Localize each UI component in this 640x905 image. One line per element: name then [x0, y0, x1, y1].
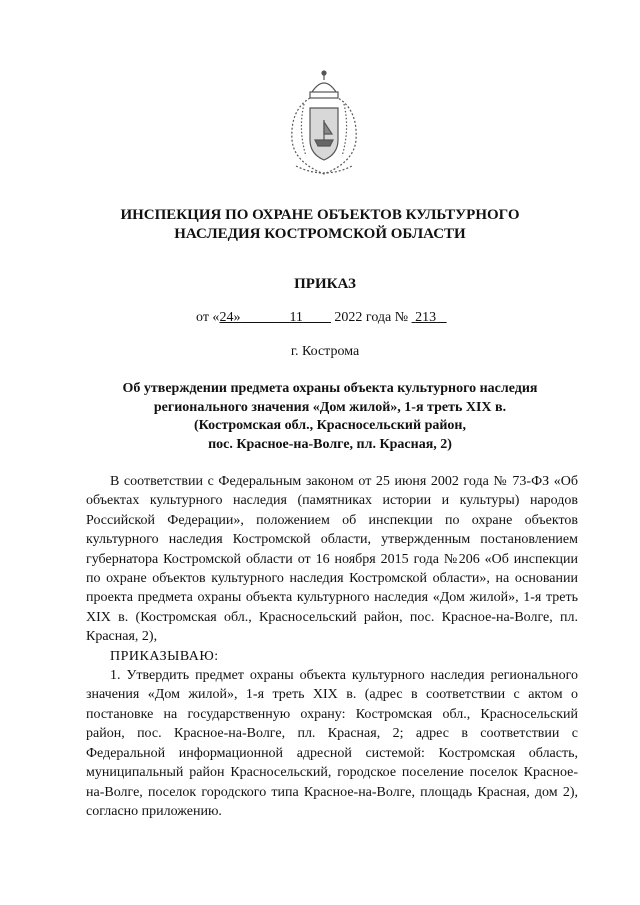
organization-line-1: ИНСПЕКЦИЯ ПО ОХРАНЕ ОБЪЕКТОВ КУЛЬТУРНОГО: [120, 207, 520, 223]
organization-line-2: НАСЛЕДИЯ КОСТРОМСКОЙ ОБЛАСТИ: [174, 226, 466, 242]
document-title: [80, 380, 580, 454]
preamble-paragraph: В соответствии с Федеральным законом от 25 июня 2002 года № 73-ФЗ «Об объектах культурного наследия (памятниках истории и культуры) народов Российской Федерации», положением об инспекции по охране объектов культурного наследия Костромской области, утвержденным постановлением губернатора Костромской области от 16 ноября 2015 года №206 «Об инспекции по охране объектов культурного наследия Костромской области», на основании проекта предмета охраны объекта культурного наследия «Дом жилой», 1-я треть XIX в. (Костромская обл., Красносельский район, пос. Красное-на-Волге, пл. Красная, 2),: [86, 474, 578, 645]
date-month: 11: [289, 310, 303, 325]
title-line-2: регионального значения «Дом жилой», 1-я треть XIX в.: [153, 399, 507, 415]
document-number: 213: [415, 310, 437, 325]
organization-name: [60, 206, 580, 244]
order-command: ПРИКАЗЫВАЮ:: [110, 648, 219, 664]
coat-of-arms-icon: [284, 70, 364, 182]
title-line-3: (Костромская обл., Красносельский район,: [194, 418, 466, 433]
date-day: 24»: [219, 310, 241, 325]
document-date-number: [196, 310, 447, 326]
title-line-4: пос. Красное-на-Волге, пл. Красная, 2): [208, 436, 452, 452]
title-line-1: Об утверждении предмета охраны объекта культурного наследия: [122, 381, 538, 396]
document-body: [86, 472, 578, 821]
date-year: 2022 года №: [334, 310, 409, 325]
date-prefix: от «: [196, 310, 220, 325]
document-city: г. Кострома: [290, 344, 360, 359]
document-type: ПРИКАЗ: [294, 276, 356, 292]
order-item-1: 1. Утвердить предмет охраны объекта культурного наследия регионального значения «Дом жилой», 1-я треть XIX в. (адрес в соответствии с актом о постановке на государственную охрану: Костромская обл., Красносельский район, пос. Красное-на-Волге, пл. Красная, 2; адрес в соответствии с Федеральной информационной адресной системой: Костромская область, муниципальный район Красносельский, городское поселение поселок Красное-на-Волге, поселок городского типа Красное-на-Волге, площадь Красная, дом 2), согласно приложению.: [86, 668, 578, 819]
